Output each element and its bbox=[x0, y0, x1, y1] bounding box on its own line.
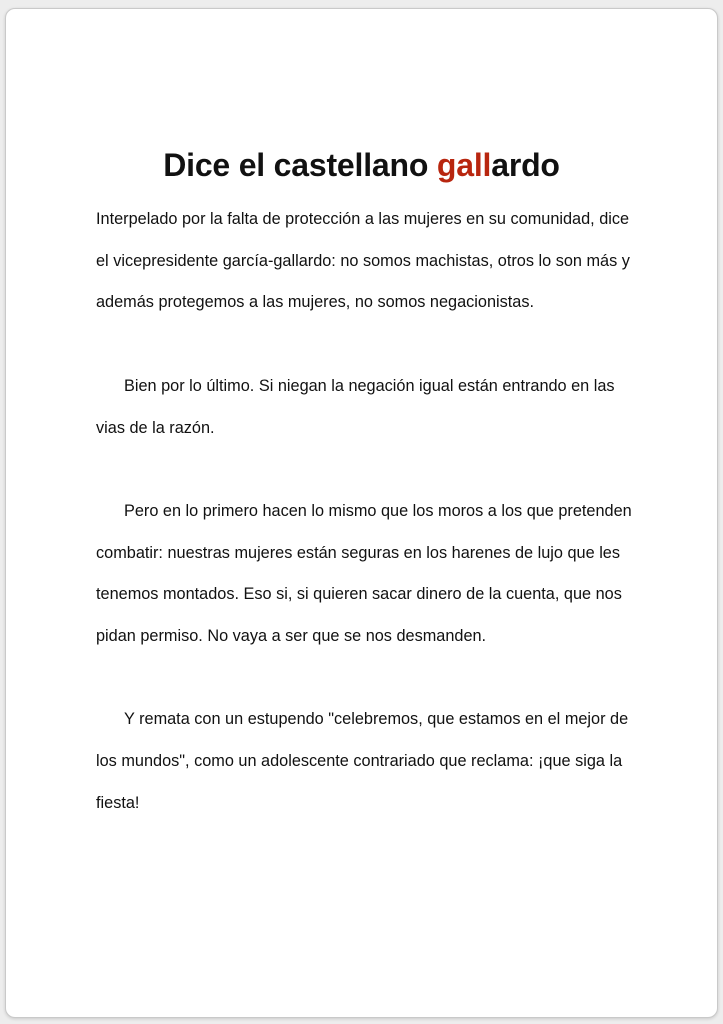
article-body bbox=[96, 199, 636, 825]
title-accent: gall bbox=[436, 147, 492, 183]
document-page bbox=[5, 8, 718, 1018]
paragraph-1: Interpelado por la falta de protección a las mujeres en su comunidad, dice el vicepresidente garcía-gallardo: no somos machistas, otros lo son más y además protegemos a las mujeres, no somos negacionistas. bbox=[96, 210, 630, 312]
title-prefix: Dice el castellano bbox=[163, 147, 437, 183]
paragraph-2: Bien por lo último. Si niegan la negación igual están entrando en las vias de la razón. bbox=[96, 376, 615, 437]
article-title bbox=[6, 147, 717, 184]
paragraph-3: Pero en lo primero hacen lo mismo que los moros a los que pretenden combatir: nuestras mujeres están seguras en los harenes de lujo que les tenemos montados. Eso si, si quieren sacar dinero de la cuenta, que nos pidan permiso. No vaya a ser que se nos desmanden. bbox=[96, 501, 632, 645]
title-suffix: ardo bbox=[491, 147, 560, 183]
paragraph-4: Y remata con un estupendo "celebremos, que estamos en el mejor de los mundos", como un adolescente contrariado que reclama: ¡que siga la fiesta! bbox=[96, 710, 629, 812]
